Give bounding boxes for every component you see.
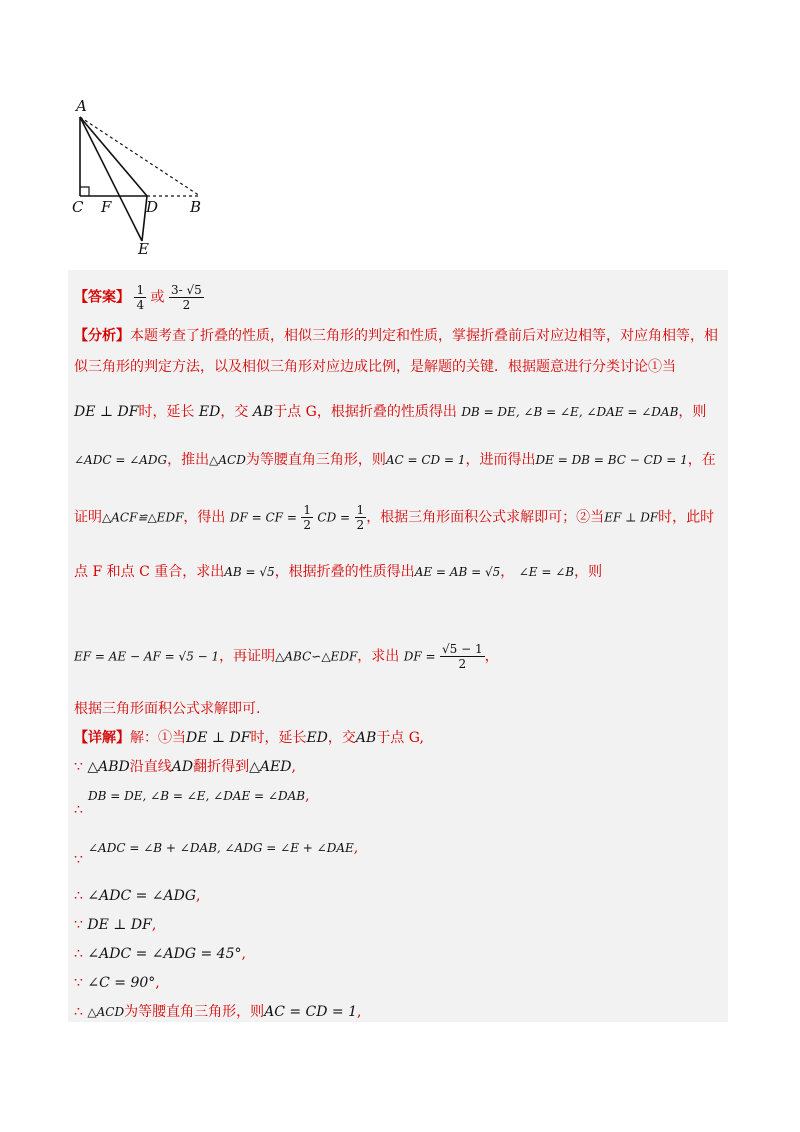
- right-angle-mark: [80, 187, 89, 196]
- analysis-fraction-root5: $\frac{√5 - 1}{2}$: [442, 642, 483, 671]
- detail-line-1: 【详解】解：①当DE ⊥ DF时，延长ED，交AB于点 G,: [74, 730, 424, 746]
- label-E: E: [138, 240, 149, 258]
- answer-tag: 【答案】: [74, 289, 130, 306]
- analysis-tag: 【分析】: [74, 328, 130, 344]
- detail-line-4: ∠ADC = ∠B + ∠DAB, ∠ADG = ∠E + ∠DAE,: [88, 840, 359, 856]
- detail-line-2: ∵ △ABD沿直线AD翻折得到△AED,: [74, 759, 296, 775]
- detail-line-8: ∵ ∠C = 90°,: [74, 975, 160, 991]
- analysis-line-3: DE ⊥ DF时，延长 ED，交 AB于点 G，根据折叠的性质得出 DB = DE, ∠B = ∠E, ∠DAE = ∠DAB，则: [74, 404, 707, 420]
- geometry-figure: [60, 95, 220, 260]
- analysis-line-2: 似三角形的判定方法，以及相似三角形对应边成比例，是解题的关键．根据题意进行分类讨论①当: [74, 359, 676, 375]
- analysis-fraction-half-2: $\frac{1}{2}$: [356, 503, 365, 532]
- analysis-line-5: 证明△ACF≌△EDF，得出 DF = CF = $\frac{1}{2}$ CD = $\frac{1}{2}$ ，根据三角形面积公式求解即可；②当EF ⊥ DF时，此时: [74, 503, 715, 532]
- answer-fraction-2: $\frac{3- √5}{2}$: [171, 283, 202, 312]
- analysis-fraction-half-1: $\frac{1}{2}$: [303, 503, 311, 532]
- answer-or: 或: [150, 289, 165, 306]
- analysis-line-8: 根据三角形面积公式求解即可.: [74, 701, 261, 717]
- analysis-line-7: EF = AE − AF = √5 − 1，再证明△ABC∽△EDF，求出 DF = $\frac{√5 - 1}{2}$ ，: [74, 642, 499, 671]
- detail-line-3: DB = DE, ∠B = ∠E, ∠DAE = ∠DAB,: [88, 788, 310, 804]
- label-B: B: [190, 198, 202, 216]
- detail-line-5: ∴ ∠ADC = ∠ADG,: [74, 888, 201, 904]
- answer-fraction-1: $\frac{1}{4}$: [136, 283, 145, 312]
- analysis-line-1: 【分析】本题考查了折叠的性质，相似三角形的判定和性质，掌握折叠前后对应边相等，对应角相等，相: [74, 328, 718, 344]
- detail-because-2: ∵: [74, 852, 83, 868]
- analysis-line-6: 点 F 和点 C 重合，求出AB = √5，根据折叠的性质得出AE = AB = √5， ∠E = ∠B，则: [74, 564, 603, 580]
- detail-line-7: ∴ ∠ADC = ∠ADG = 45°,: [74, 946, 246, 962]
- triangle-fold-diagram: [60, 95, 220, 260]
- segment-AB: [80, 117, 200, 196]
- answer-line: [74, 283, 204, 312]
- label-D: D: [146, 198, 159, 216]
- label-C: C: [72, 198, 84, 216]
- analysis-line-4: ∠ADC = ∠ADG，推出△ACD为等腰直角三角形，则AC = CD = 1，进而得出DE = DB = BC − CD = 1，在: [74, 452, 716, 468]
- label-A: A: [76, 97, 87, 115]
- label-F: F: [101, 198, 112, 216]
- detail-line-6: ∵ DE ⊥ DF,: [74, 917, 157, 933]
- detail-line-9: ∴ △ACD为等腰直角三角形，则AC = CD = 1,: [74, 1004, 362, 1020]
- detail-tag: 【详解】: [74, 730, 130, 746]
- detail-therefore-1: ∴: [74, 802, 83, 818]
